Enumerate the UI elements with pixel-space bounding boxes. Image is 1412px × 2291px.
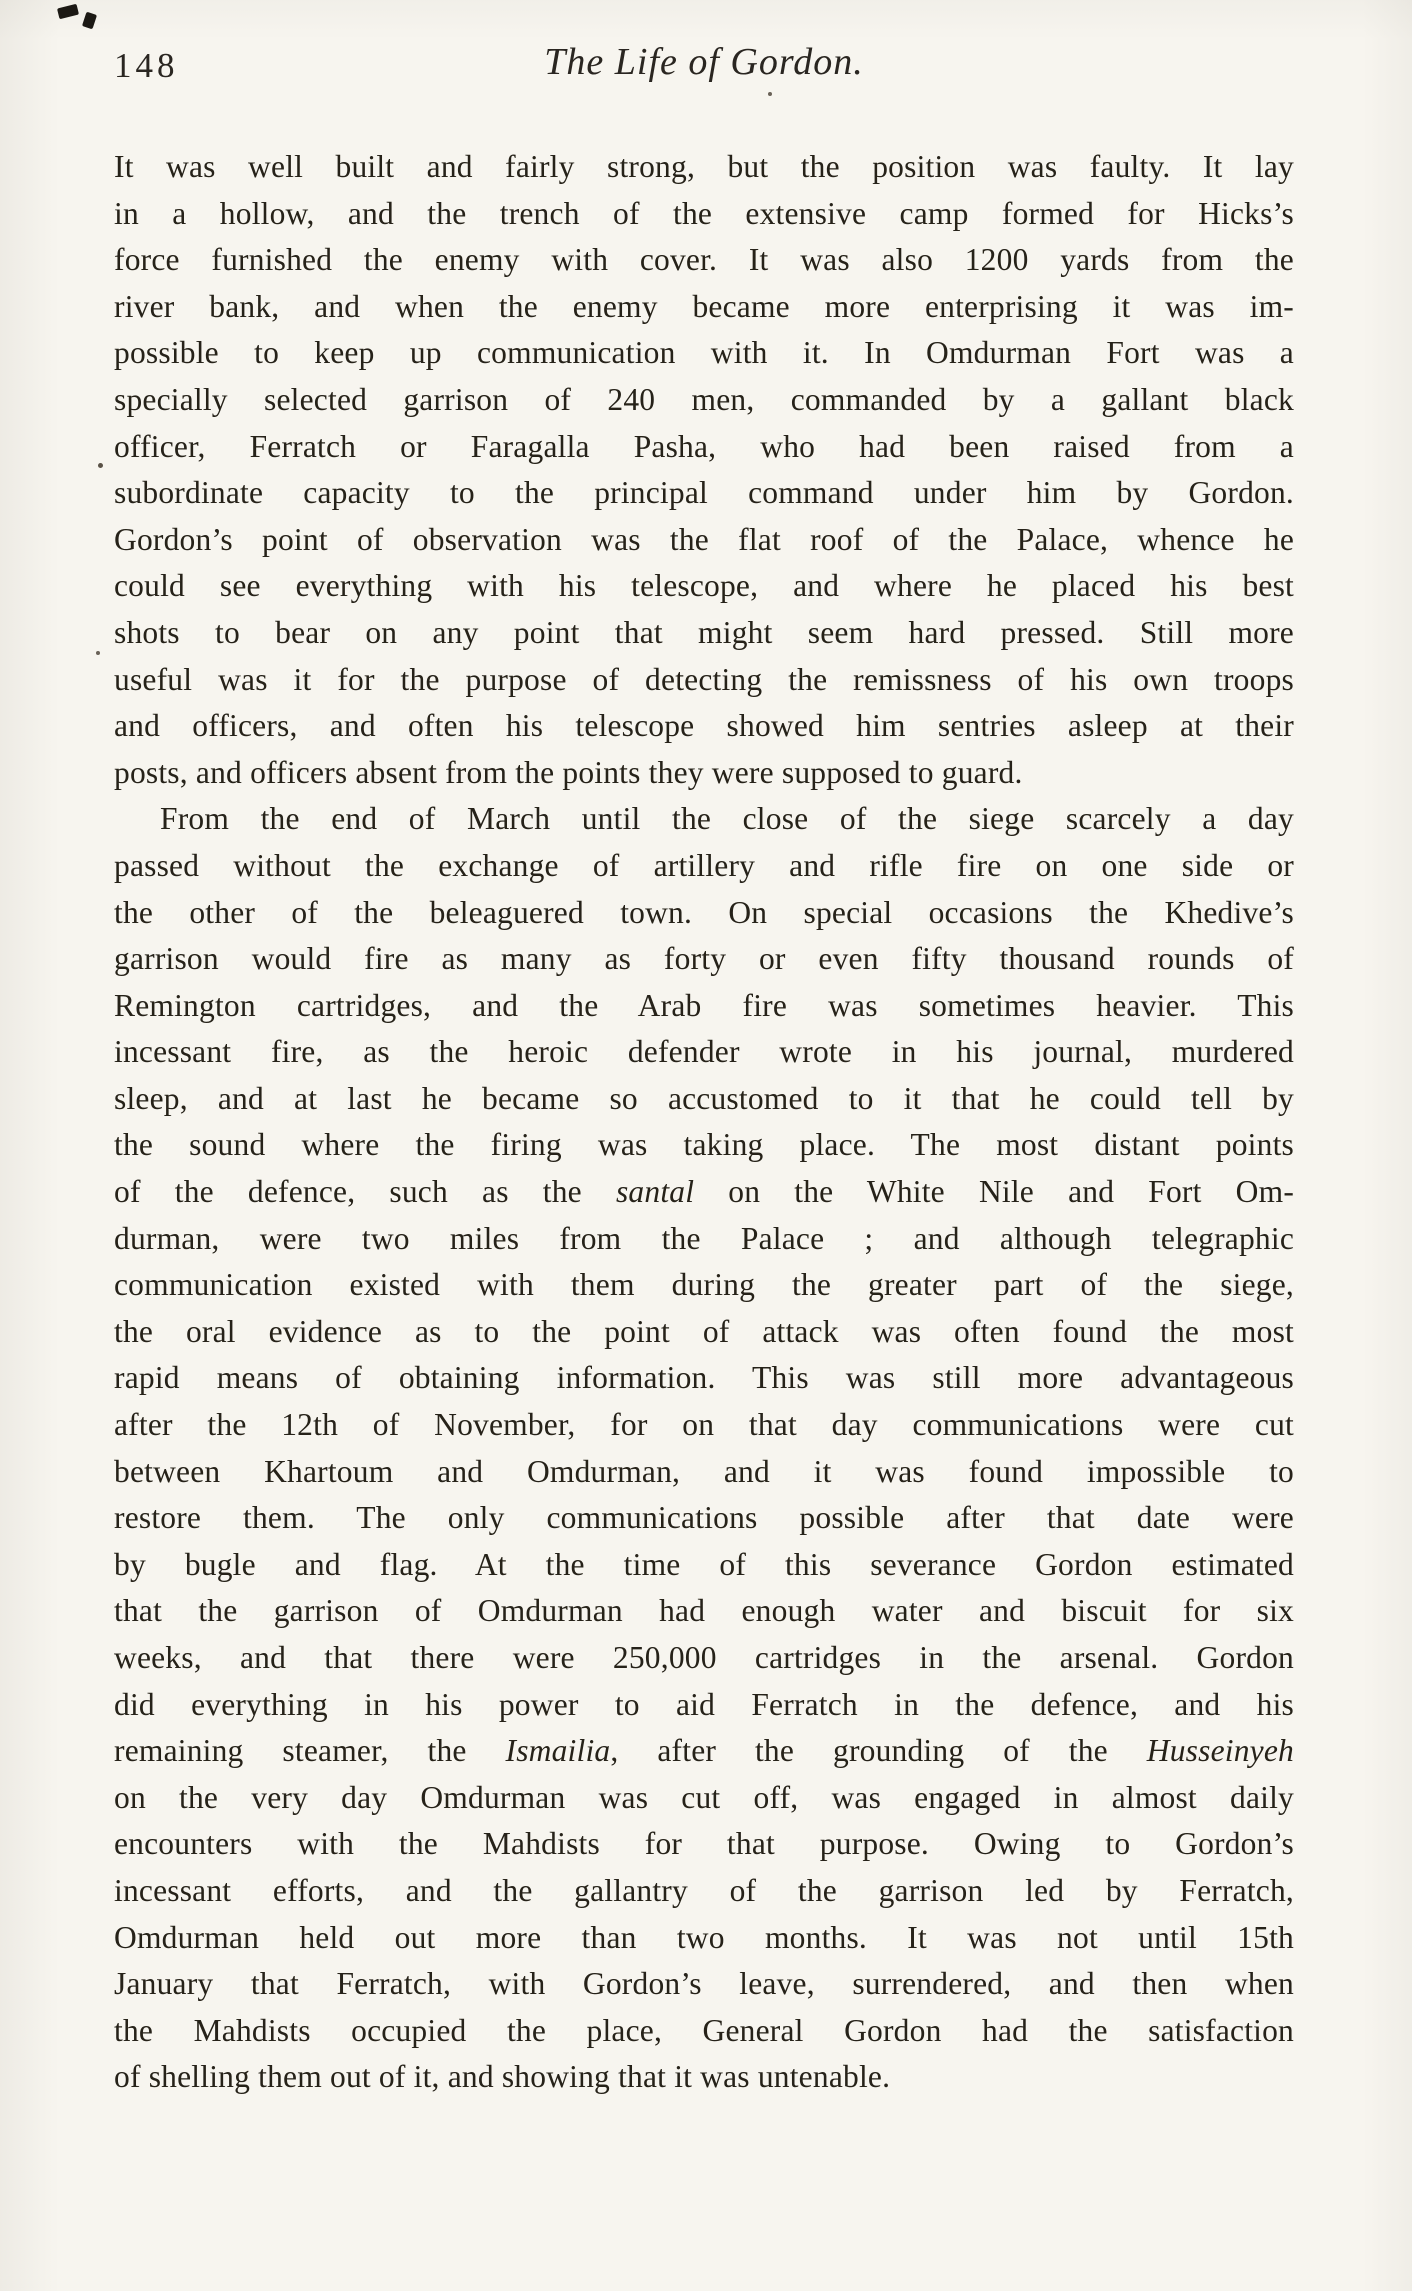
text-line xyxy=(114,1355,1294,1402)
text-run: incessant efforts, and the gallantry of the garrison led by Ferratch, xyxy=(114,1872,1294,1908)
text-run: It was well built and fairly strong, but the position was faulty. It lay xyxy=(114,149,1294,184)
text-line xyxy=(114,517,1294,564)
text-run: weeks, and that there were 250,000 cartridges in the arsenal. Gordon xyxy=(114,1640,1294,1675)
text-line xyxy=(114,1868,1294,1915)
text-line xyxy=(114,2008,1294,2055)
page-number: 148 xyxy=(114,46,179,85)
text-line xyxy=(114,1682,1294,1729)
page-body xyxy=(114,144,1294,2101)
text-line xyxy=(114,1216,1294,1263)
text-line xyxy=(114,1635,1294,1682)
running-title: The Life of Gordon. xyxy=(544,41,864,83)
text-run: From the end of March until the close of the siege scarcely a day xyxy=(160,801,1294,837)
text-run: of shelling them out of it, and showing that it was untenable. xyxy=(114,2059,891,2095)
text-run: remaining steamer, the xyxy=(114,1733,506,1769)
text-run: garrison would fire as many as forty or even fifty thousand rounds of xyxy=(114,941,1294,977)
text-run: the sound where the firing was taking place. The most distant points xyxy=(114,1127,1294,1163)
text-run: on the very day Omdurman was cut off, was engaged in almost daily xyxy=(114,1779,1294,1815)
page-header xyxy=(114,40,1294,98)
text-line xyxy=(114,1495,1294,1542)
text-run: January that Ferratch, with Gordon’s leave, surrendered, and then when xyxy=(114,1966,1294,2002)
text-line xyxy=(114,191,1294,238)
text-run: force furnished the enemy with cover. It was also 1200 yards from the xyxy=(114,242,1294,278)
paragraph xyxy=(114,796,1294,2101)
text-line xyxy=(114,1309,1294,1356)
text-run: possible to keep up communication with it. In Omdurman Fort was a xyxy=(114,335,1294,371)
text-line xyxy=(114,144,1294,191)
text-run: Remington cartridges, and the Arab fire was sometimes heavier. This xyxy=(114,987,1294,1023)
text-run: posts, and officers absent from the points they were supposed to guard. xyxy=(114,754,1023,790)
text-line xyxy=(114,796,1294,843)
text-run: after the 12th of November, for on that day communications were cut xyxy=(114,1407,1294,1443)
text-line xyxy=(114,1169,1294,1216)
italic-text-run: Ismailia xyxy=(505,1733,611,1769)
text-line xyxy=(114,424,1294,471)
text-line xyxy=(114,703,1294,750)
text-run: communication existed with them during the greater part of the siege, xyxy=(114,1267,1294,1303)
text-line xyxy=(114,563,1294,610)
text-line xyxy=(114,1402,1294,1449)
text-line xyxy=(114,1029,1294,1076)
text-run: incessant fire, as the heroic defender wrote in his journal, murdered xyxy=(114,1034,1294,1070)
text-run: encounters with the Mahdists for that purpose. Owing to Gordon’s xyxy=(114,1826,1294,1862)
text-run: , after the grounding of the xyxy=(610,1733,1147,1769)
text-run: subordinate capacity to the principal command under him by Gordon. xyxy=(114,475,1294,511)
text-run: Gordon’s point of observation was the flat roof of the Palace, whence he xyxy=(114,521,1294,557)
italic-text-run: santal xyxy=(615,1174,695,1210)
text-run: the other of the beleaguered town. On special occasions the Khedive’s xyxy=(114,894,1294,930)
text-run: Omdurman held out more than two months. It was not until 15th xyxy=(114,1919,1294,1955)
text-run: between Khartoum and Omdurman, and it was found impossible to xyxy=(114,1453,1294,1489)
text-line xyxy=(114,983,1294,1030)
text-line xyxy=(114,1728,1294,1775)
text-run: rapid means of obtaining information. This was still more advantageous xyxy=(114,1360,1294,1396)
paragraph xyxy=(114,144,1294,796)
text-line xyxy=(114,1821,1294,1868)
text-run: and officers, and often his telescope showed him sentries asleep at their xyxy=(114,708,1294,744)
text-line xyxy=(114,377,1294,424)
text-run: restore them. The only communications possible after that date were xyxy=(114,1500,1294,1536)
text-line xyxy=(114,1122,1294,1169)
text-line xyxy=(114,1588,1294,1635)
text-line xyxy=(114,330,1294,377)
text-run: specially selected garrison of 240 men, commanded by a gallant black xyxy=(114,381,1294,417)
text-run: on the White Nile and Fort Om- xyxy=(694,1174,1295,1210)
text-run: of the defence, such as the xyxy=(114,1174,616,1210)
text-run: could see everything with his telescope, and where he placed his best xyxy=(114,568,1294,604)
text-line xyxy=(114,2054,1294,2101)
text-line xyxy=(114,843,1294,890)
text-run: the oral evidence as to the point of attack was often found the most xyxy=(114,1313,1294,1349)
text-line xyxy=(114,1449,1294,1496)
text-line xyxy=(114,1262,1294,1309)
text-run: officer, Ferratch or Faragalla Pasha, who had been raised from a xyxy=(114,428,1294,464)
text-run: the Mahdists occupied the place, General Gordon had the satisfaction xyxy=(114,2012,1294,2048)
text-run: did everything in his power to aid Ferratch in the defence, and his xyxy=(114,1686,1294,1722)
text-run: in a hollow, and the trench of the extensive camp formed for Hicks’s xyxy=(114,195,1294,231)
text-line xyxy=(114,1775,1294,1822)
text-line xyxy=(114,657,1294,704)
text-run: useful was it for the purpose of detecting the remissness of his own troops xyxy=(114,661,1294,697)
text-run: durman, were two miles from the Palace ; and although telegraphic xyxy=(114,1220,1294,1256)
text-line xyxy=(114,1542,1294,1589)
text-run: river bank, and when the enemy became more enterprising it was im- xyxy=(114,288,1294,324)
text-line xyxy=(114,470,1294,517)
text-line xyxy=(114,237,1294,284)
text-line xyxy=(114,1915,1294,1962)
text-run: by bugle and flag. At the time of this severance Gordon estimated xyxy=(114,1546,1294,1582)
text-run: passed without the exchange of artillery and rifle fire on one side or xyxy=(114,847,1294,883)
text-line xyxy=(114,1961,1294,2008)
text-line xyxy=(114,1076,1294,1123)
text-line xyxy=(114,890,1294,937)
text-run: shots to bear on any point that might seem hard pressed. Still more xyxy=(114,614,1294,650)
text-line xyxy=(114,610,1294,657)
italic-text-run: Husseinyeh xyxy=(1146,1733,1294,1769)
text-line xyxy=(114,284,1294,331)
text-line xyxy=(114,936,1294,983)
text-run: that the garrison of Omdurman had enough water and biscuit for six xyxy=(114,1593,1294,1629)
text-run: sleep, and at last he became so accustomed to it that he could tell by xyxy=(114,1080,1294,1116)
text-line xyxy=(114,750,1294,797)
